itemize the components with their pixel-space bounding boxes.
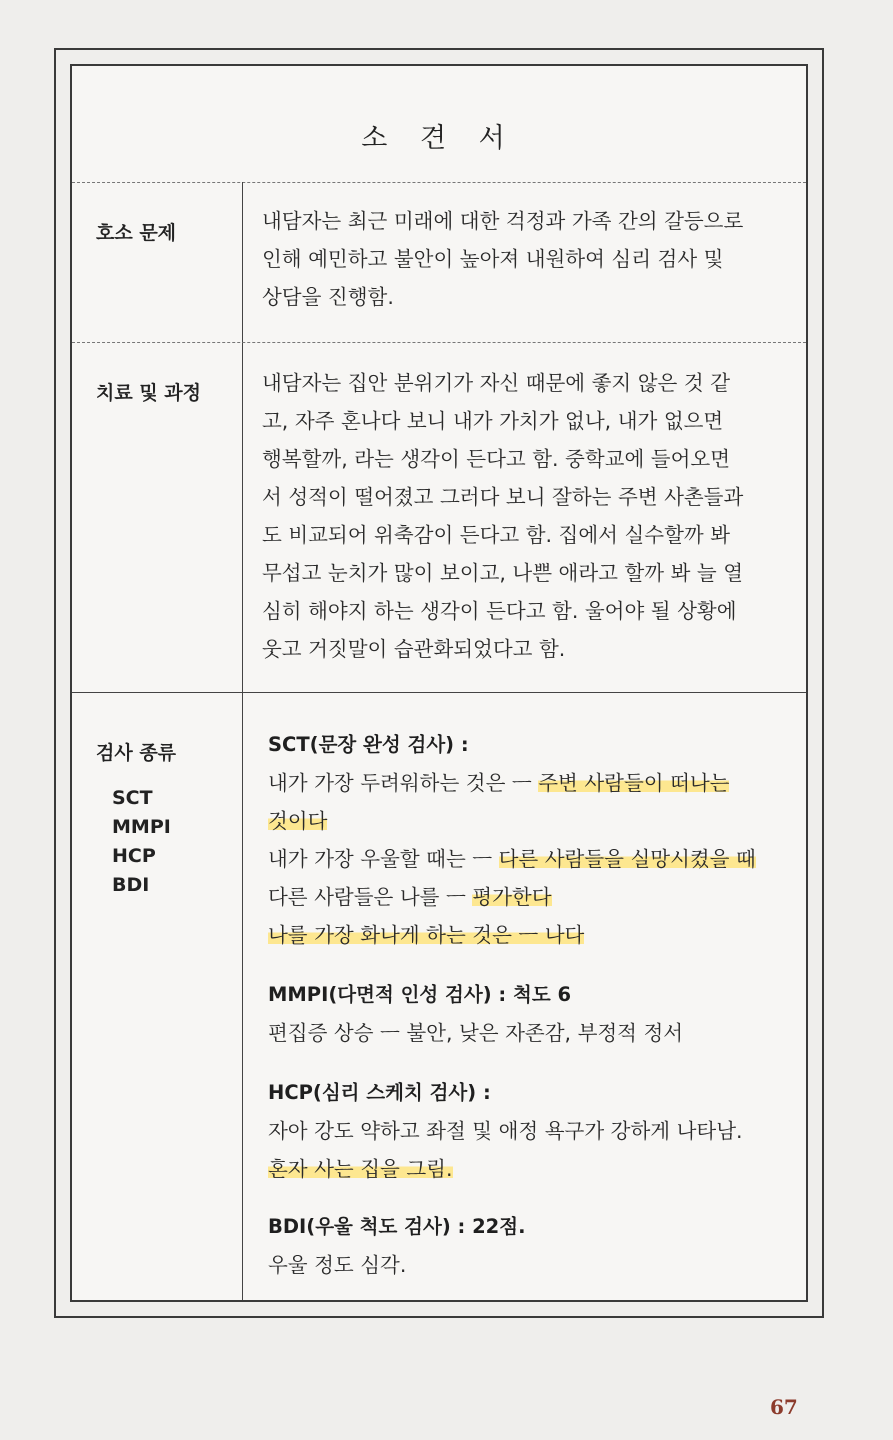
divider-treatment: [72, 692, 806, 693]
complaint-line: 인해 예민하고 불안이 높아져 내원하여 심리 검사 및: [262, 247, 724, 271]
test-type-item: SCT: [112, 787, 153, 809]
test-type-item: BDI: [112, 874, 150, 896]
label-treatment: 치료 및 과정: [96, 382, 201, 404]
form-frame: [70, 64, 808, 1302]
test-type-list: [112, 784, 171, 900]
hcp-section: [268, 1074, 792, 1188]
sct-heading: SCT(문장 완성 검사) :: [268, 733, 469, 756]
treatment-line: 심히 해야지 하는 생각이 든다고 함. 울어야 될 상황에: [262, 599, 737, 623]
treatment-text: [262, 364, 792, 668]
hcp-line: [268, 1150, 792, 1188]
sct-line: 내가 가장 우울할 때는 ㅡ 다른 사람들을 실망시켰을 때: [268, 847, 756, 871]
page-number: 67: [770, 1395, 798, 1419]
bdi-heading: BDI(우울 척도 검사) : 22점.: [268, 1215, 526, 1238]
sct-section: [268, 726, 792, 954]
treatment-line: 행복할까, 라는 생각이 든다고 함. 중학교에 들어오면: [262, 447, 730, 471]
treatment-line: 내담자는 집안 분위기가 자신 때문에 좋지 않은 것 같: [262, 371, 730, 395]
hcp-heading: HCP(심리 스케치 검사) :: [268, 1081, 491, 1104]
complaint-line: 상담을 진행함.: [262, 285, 394, 309]
mmpi-section: [268, 976, 792, 1052]
mmpi-heading: MMPI(다면적 인성 검사) : 척도 6: [268, 983, 572, 1006]
treatment-line: 무섭고 눈치가 많이 보이고, 나쁜 애라고 할까 봐 늘 열: [262, 561, 744, 585]
bdi-line: 우울 정도 심각.: [268, 1253, 407, 1277]
bdi-section: [268, 1208, 792, 1284]
highlight: 것이다: [268, 809, 328, 833]
sct-line: 다른 사람들은 나를 ㅡ 평가한다: [268, 885, 552, 909]
divider-complaint: [72, 342, 806, 343]
treatment-line: 고, 자주 혼나다 보니 내가 가치가 없나, 내가 없으면: [262, 409, 724, 433]
sct-line: [268, 802, 792, 840]
treatment-line: 도 비교되어 위축감이 든다고 함. 집에서 실수할까 봐: [262, 523, 730, 547]
label-tests: 검사 종류: [96, 742, 177, 764]
document-title: 소 견 서: [361, 123, 517, 154]
treatment-line: 웃고 거짓말이 습관화되었다고 함.: [262, 637, 566, 661]
test-type-item: MMPI: [112, 816, 171, 838]
highlight: 평가한다: [472, 885, 552, 909]
mmpi-line: 편집증 상승 ㅡ 불안, 낮은 자존감, 부정적 정서: [268, 1021, 684, 1045]
label-complaint: 호소 문제: [96, 222, 177, 244]
sct-line: 내가 가장 두려워하는 것은 ㅡ 주변 사람들이 떠나는: [268, 771, 730, 795]
highlight: 나를 가장 화나게 하는 것은 ㅡ 나다: [268, 923, 585, 947]
highlight: 주변 사람들이 떠나는: [538, 771, 730, 795]
outer-frame: [54, 48, 824, 1318]
test-type-item: HCP: [112, 845, 156, 867]
hcp-line: 자아 강도 약하고 좌절 및 애정 욕구가 강하게 나타남.: [268, 1119, 743, 1143]
complaint-text: [262, 202, 792, 316]
column-divider: [242, 182, 243, 1300]
complaint-line: 내담자는 최근 미래에 대한 걱정과 가족 간의 갈등으로: [262, 209, 744, 233]
divider-title: [72, 182, 806, 183]
highlight: 혼자 사는 집을 그림.: [268, 1157, 453, 1181]
highlight: 다른 사람들을 실망시켰을 때: [498, 847, 756, 871]
sct-line: [268, 916, 792, 954]
treatment-line: 서 성적이 떨어졌고 그러다 보니 잘하는 주변 사촌들과: [262, 485, 744, 509]
